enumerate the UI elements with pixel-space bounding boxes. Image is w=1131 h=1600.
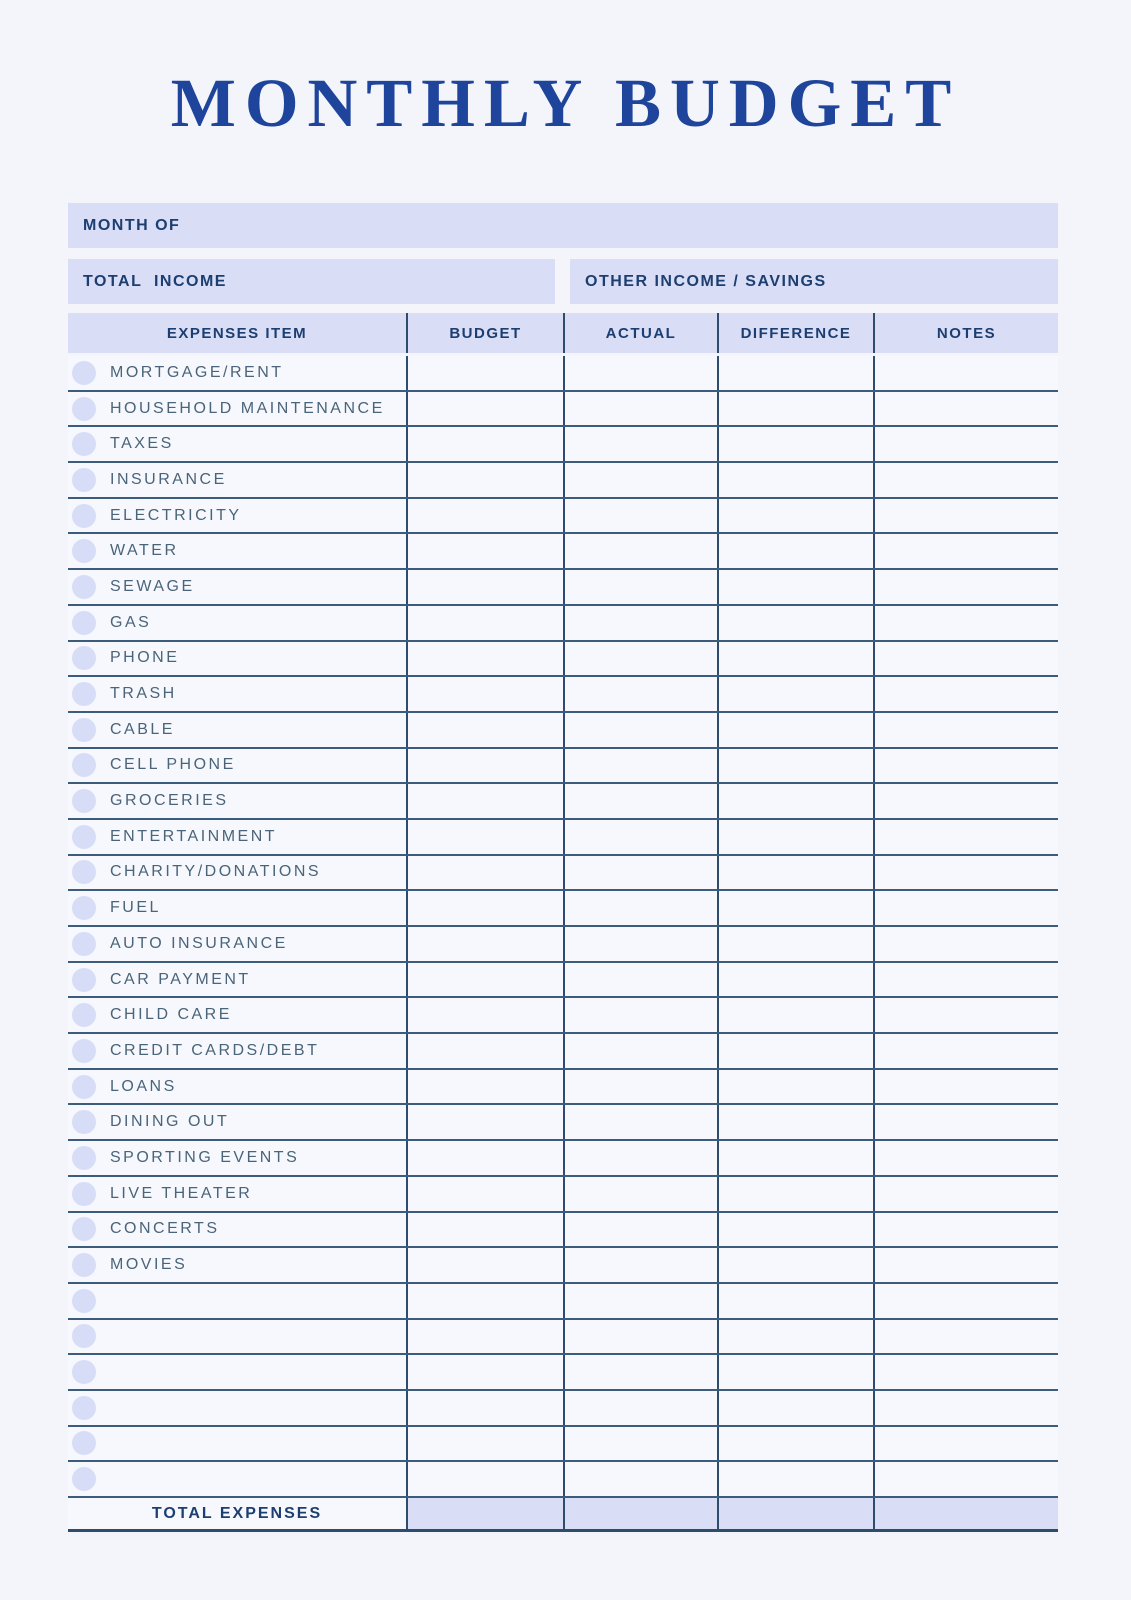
expense-item-label: DINING OUT (110, 1113, 230, 1131)
budget-cell[interactable] (408, 1141, 565, 1175)
actual-cell[interactable] (565, 927, 719, 961)
actual-cell[interactable] (565, 1284, 719, 1318)
expense-item-cell (68, 856, 408, 890)
bullet-icon (72, 575, 96, 599)
expense-item-label: MOVIES (110, 1256, 188, 1274)
bullet-icon (72, 1039, 96, 1063)
actual-cell[interactable] (565, 499, 719, 533)
difference-cell[interactable] (719, 891, 875, 925)
budget-cell[interactable] (408, 784, 565, 818)
expense-item-label: GROCERIES (110, 792, 229, 810)
budget-cell[interactable] (408, 1105, 565, 1139)
difference-cell[interactable] (719, 1284, 875, 1318)
expense-item-label: MORTGAGE/RENT (110, 363, 284, 381)
difference-cell[interactable] (719, 570, 875, 604)
notes-cell[interactable] (875, 963, 1058, 997)
bullet-icon (72, 1003, 96, 1027)
expense-item-cell (68, 677, 408, 711)
expense-item-cell (68, 820, 408, 854)
total-expenses-label: TOTAL EXPENSES (151, 1504, 323, 1522)
actual-cell[interactable] (565, 677, 719, 711)
expense-item-label: INSURANCE (110, 470, 227, 488)
difference-cell[interactable] (719, 1391, 875, 1425)
budget-cell[interactable] (408, 1391, 565, 1425)
actual-cell[interactable] (565, 1248, 719, 1282)
column-header-expenses-item: EXPENSES ITEM (68, 313, 408, 353)
notes-cell[interactable] (875, 784, 1058, 818)
notes-cell[interactable] (875, 642, 1058, 676)
table-row (68, 1355, 1058, 1391)
budget-cell[interactable] (408, 463, 565, 497)
table-row (68, 392, 1058, 428)
notes-cell[interactable] (875, 463, 1058, 497)
expense-item-label: TRASH (110, 685, 177, 703)
table-row (68, 1284, 1058, 1320)
total-income-field[interactable] (68, 259, 555, 304)
bullet-icon (72, 1075, 96, 1099)
budget-cell[interactable] (408, 927, 565, 961)
bullet-icon (72, 1324, 96, 1348)
income-section (68, 259, 1058, 304)
budget-cell[interactable] (408, 1034, 565, 1068)
expense-item-label: CABLE (110, 720, 175, 738)
table-row (68, 1391, 1058, 1427)
expense-item-cell (68, 1355, 408, 1389)
bullet-icon (72, 896, 96, 920)
actual-cell[interactable] (565, 1462, 719, 1496)
bullet-icon (72, 397, 96, 421)
budget-cell[interactable] (408, 1248, 565, 1282)
table-row (68, 606, 1058, 642)
expense-item-cell (68, 1070, 408, 1104)
expense-item-cell (68, 998, 408, 1032)
total-notes-cell[interactable] (875, 1498, 1058, 1529)
difference-cell[interactable] (719, 998, 875, 1032)
difference-cell[interactable] (719, 1105, 875, 1139)
table-row (68, 1427, 1058, 1463)
table-row (68, 1034, 1058, 1070)
expense-item-label: GAS (110, 613, 152, 631)
table-row (68, 1141, 1058, 1177)
bullet-icon (72, 1396, 96, 1420)
table-row (68, 570, 1058, 606)
expense-item-label: AUTO INSURANCE (110, 934, 288, 952)
bullet-icon (72, 682, 96, 706)
table-row (68, 499, 1058, 535)
expense-item-cell (68, 749, 408, 783)
column-header-actual: ACTUAL (565, 313, 719, 353)
expense-item-cell (68, 1213, 408, 1247)
table-row (68, 856, 1058, 892)
notes-cell[interactable] (875, 1034, 1058, 1068)
expense-item-label: ELECTRICITY (110, 506, 242, 524)
total-actual-cell[interactable] (565, 1498, 719, 1529)
actual-cell[interactable] (565, 1355, 719, 1389)
difference-cell[interactable] (719, 1213, 875, 1247)
bullet-icon (72, 718, 96, 742)
expense-item-cell (68, 606, 408, 640)
actual-cell[interactable] (565, 749, 719, 783)
difference-cell[interactable] (719, 784, 875, 818)
table-row (68, 784, 1058, 820)
expense-item-cell (68, 1427, 408, 1461)
total-expenses-label-cell (68, 1498, 408, 1529)
bullet-icon (72, 1253, 96, 1277)
table-row (68, 1105, 1058, 1141)
notes-cell[interactable] (875, 606, 1058, 640)
table-row (68, 463, 1058, 499)
expense-item-cell (68, 1034, 408, 1068)
expense-item-label: CELL PHONE (110, 756, 236, 774)
budget-cell[interactable] (408, 1355, 565, 1389)
bullet-icon (72, 932, 96, 956)
expense-item-label: WATER (110, 542, 179, 560)
difference-cell[interactable] (719, 392, 875, 426)
actual-cell[interactable] (565, 642, 719, 676)
actual-cell[interactable] (565, 392, 719, 426)
bullet-icon (72, 753, 96, 777)
bullet-icon (72, 1217, 96, 1241)
difference-cell[interactable] (719, 856, 875, 890)
column-header-budget: BUDGET (408, 313, 565, 353)
budget-cell[interactable] (408, 356, 565, 390)
budget-cell[interactable] (408, 856, 565, 890)
table-row (68, 1320, 1058, 1356)
expense-item-label: CREDIT CARDS/DEBT (110, 1041, 320, 1059)
difference-cell[interactable] (719, 606, 875, 640)
notes-cell[interactable] (875, 677, 1058, 711)
total-income-label: TOTAL INCOME (83, 272, 227, 290)
table-row (68, 749, 1058, 785)
table-row (68, 998, 1058, 1034)
table-row (68, 963, 1058, 999)
actual-cell[interactable] (565, 713, 719, 747)
difference-cell[interactable] (719, 463, 875, 497)
actual-cell[interactable] (565, 1213, 719, 1247)
bullet-icon (72, 1182, 96, 1206)
difference-cell[interactable] (719, 677, 875, 711)
month-of-label: MONTH OF (83, 216, 181, 234)
expense-item-cell (68, 463, 408, 497)
notes-cell[interactable] (875, 749, 1058, 783)
notes-cell[interactable] (875, 891, 1058, 925)
expense-item-label: CONCERTS (110, 1220, 220, 1238)
notes-cell[interactable] (875, 570, 1058, 604)
budget-cell[interactable] (408, 1177, 565, 1211)
expense-item-cell (68, 963, 408, 997)
difference-cell[interactable] (719, 927, 875, 961)
expense-item-cell (68, 1248, 408, 1282)
other-income-savings-label: OTHER INCOME / SAVINGS (585, 272, 827, 290)
difference-cell[interactable] (719, 499, 875, 533)
actual-cell[interactable] (565, 570, 719, 604)
bullet-icon (72, 968, 96, 992)
expense-item-cell (68, 392, 408, 426)
difference-cell[interactable] (719, 1177, 875, 1211)
expense-item-label: CAR PAYMENT (110, 970, 251, 988)
expense-item-label: PHONE (110, 649, 180, 667)
budget-cell[interactable] (408, 998, 565, 1032)
expense-item-label: HOUSEHOLD MAINTENANCE (110, 399, 385, 417)
expense-item-cell (68, 713, 408, 747)
expense-item-cell (68, 1320, 408, 1354)
budget-cell[interactable] (408, 570, 565, 604)
budget-cell[interactable] (408, 1427, 565, 1461)
table-body (68, 356, 1058, 1498)
expense-item-cell (68, 927, 408, 961)
notes-cell[interactable] (875, 1248, 1058, 1282)
difference-cell[interactable] (719, 1462, 875, 1496)
budget-cell[interactable] (408, 820, 565, 854)
budget-cell[interactable] (408, 963, 565, 997)
expense-item-label: FUEL (110, 899, 161, 917)
actual-cell[interactable] (565, 356, 719, 390)
notes-cell[interactable] (875, 1213, 1058, 1247)
bullet-icon (72, 611, 96, 635)
difference-cell[interactable] (719, 1355, 875, 1389)
table-row (68, 356, 1058, 392)
notes-cell[interactable] (875, 713, 1058, 747)
table-header-row (68, 313, 1058, 353)
budget-cell[interactable] (408, 1213, 565, 1247)
bullet-icon (72, 361, 96, 385)
actual-cell[interactable] (565, 1320, 719, 1354)
table-row (68, 677, 1058, 713)
notes-cell[interactable] (875, 1105, 1058, 1139)
expense-item-cell (68, 1105, 408, 1139)
budget-cell[interactable] (408, 749, 565, 783)
bullet-icon (72, 432, 96, 456)
budget-cell[interactable] (408, 1284, 565, 1318)
difference-cell[interactable] (719, 1034, 875, 1068)
table-row (68, 1462, 1058, 1498)
difference-cell[interactable] (719, 642, 875, 676)
table-row (68, 1177, 1058, 1213)
budget-cell[interactable] (408, 606, 565, 640)
expense-item-label: LIVE THEATER (110, 1184, 253, 1202)
expenses-table (68, 313, 1058, 1532)
expense-item-cell (68, 356, 408, 390)
notes-cell[interactable] (875, 1427, 1058, 1461)
notes-cell[interactable] (875, 820, 1058, 854)
bullet-icon (72, 468, 96, 492)
expense-item-label: TAXES (110, 435, 174, 453)
bullet-icon (72, 1467, 96, 1491)
expense-item-cell (68, 427, 408, 461)
budget-cell[interactable] (408, 499, 565, 533)
actual-cell[interactable] (565, 463, 719, 497)
actual-cell[interactable] (565, 1034, 719, 1068)
table-row (68, 642, 1058, 678)
table-row (68, 713, 1058, 749)
notes-cell[interactable] (875, 1320, 1058, 1354)
budget-cell[interactable] (408, 1070, 565, 1104)
difference-cell[interactable] (719, 1141, 875, 1175)
notes-cell[interactable] (875, 1355, 1058, 1389)
difference-cell[interactable] (719, 1070, 875, 1104)
expense-item-cell (68, 1462, 408, 1496)
difference-cell[interactable] (719, 713, 875, 747)
budget-cell[interactable] (408, 427, 565, 461)
difference-cell[interactable] (719, 1248, 875, 1282)
bullet-icon (72, 1110, 96, 1134)
notes-cell[interactable] (875, 1391, 1058, 1425)
expense-item-cell (68, 1141, 408, 1175)
actual-cell[interactable] (565, 784, 719, 818)
bullet-icon (72, 825, 96, 849)
actual-cell[interactable] (565, 1070, 719, 1104)
month-of-field[interactable] (68, 203, 1058, 248)
actual-cell[interactable] (565, 427, 719, 461)
bullet-icon (72, 1289, 96, 1313)
difference-cell[interactable] (719, 963, 875, 997)
notes-cell[interactable] (875, 427, 1058, 461)
actual-cell[interactable] (565, 1391, 719, 1425)
actual-cell[interactable] (565, 1141, 719, 1175)
difference-cell[interactable] (719, 356, 875, 390)
expense-item-cell (68, 642, 408, 676)
notes-cell[interactable] (875, 499, 1058, 533)
bullet-icon (72, 1360, 96, 1384)
notes-cell[interactable] (875, 1141, 1058, 1175)
total-budget-cell[interactable] (408, 1498, 565, 1529)
difference-cell[interactable] (719, 534, 875, 568)
notes-cell[interactable] (875, 392, 1058, 426)
difference-cell[interactable] (719, 1427, 875, 1461)
expense-item-label: CHARITY/DONATIONS (110, 863, 322, 881)
budget-cell[interactable] (408, 891, 565, 925)
expense-item-cell (68, 1391, 408, 1425)
notes-cell[interactable] (875, 998, 1058, 1032)
bullet-icon (72, 1146, 96, 1170)
table-row (68, 1248, 1058, 1284)
difference-cell[interactable] (719, 1320, 875, 1354)
budget-cell[interactable] (408, 677, 565, 711)
table-row (68, 891, 1058, 927)
actual-cell[interactable] (565, 963, 719, 997)
table-row (68, 820, 1058, 856)
expense-item-label: CHILD CARE (110, 1006, 232, 1024)
other-income-savings-field[interactable] (570, 259, 1058, 304)
expense-item-cell (68, 534, 408, 568)
table-row (68, 1213, 1058, 1249)
difference-cell[interactable] (719, 820, 875, 854)
actual-cell[interactable] (565, 1427, 719, 1461)
notes-cell[interactable] (875, 1070, 1058, 1104)
expense-item-cell (68, 891, 408, 925)
actual-cell[interactable] (565, 820, 719, 854)
actual-cell[interactable] (565, 534, 719, 568)
notes-cell[interactable] (875, 856, 1058, 890)
expense-item-cell (68, 1177, 408, 1211)
page-title: MONTHLY BUDGET (170, 65, 961, 141)
expense-item-label: ENTERTAINMENT (110, 827, 278, 845)
budget-cell[interactable] (408, 642, 565, 676)
bullet-icon (72, 646, 96, 670)
expense-item-cell (68, 1284, 408, 1318)
bullet-icon (72, 539, 96, 563)
actual-cell[interactable] (565, 1105, 719, 1139)
column-header-difference: DIFFERENCE (719, 313, 875, 353)
difference-cell[interactable] (719, 427, 875, 461)
actual-cell[interactable] (565, 1177, 719, 1211)
table-row (68, 534, 1058, 570)
total-expenses-row (68, 1498, 1058, 1532)
expense-item-cell (68, 570, 408, 604)
expense-item-label: SEWAGE (110, 577, 195, 595)
difference-cell[interactable] (719, 749, 875, 783)
budget-cell[interactable] (408, 713, 565, 747)
actual-cell[interactable] (565, 856, 719, 890)
notes-cell[interactable] (875, 534, 1058, 568)
budget-cell[interactable] (408, 534, 565, 568)
bullet-icon (72, 789, 96, 813)
expense-item-cell (68, 784, 408, 818)
bullet-icon (72, 1431, 96, 1455)
notes-cell[interactable] (875, 1462, 1058, 1496)
budget-cell[interactable] (408, 1320, 565, 1354)
notes-cell[interactable] (875, 1284, 1058, 1318)
total-difference-cell[interactable] (719, 1498, 875, 1529)
expense-item-label: LOANS (110, 1077, 177, 1095)
table-row (68, 927, 1058, 963)
bullet-icon (72, 504, 96, 528)
notes-cell[interactable] (875, 927, 1058, 961)
column-header-notes: NOTES (936, 324, 997, 342)
notes-cell[interactable] (875, 356, 1058, 390)
expense-item-cell (68, 499, 408, 533)
actual-cell[interactable] (565, 998, 719, 1032)
expense-item-label: SPORTING EVENTS (110, 1148, 300, 1166)
actual-cell[interactable] (565, 606, 719, 640)
notes-cell[interactable] (875, 1177, 1058, 1211)
actual-cell[interactable] (565, 891, 719, 925)
budget-cell[interactable] (408, 392, 565, 426)
budget-cell[interactable] (408, 1462, 565, 1496)
bullet-icon (72, 860, 96, 884)
table-row (68, 427, 1058, 463)
table-row (68, 1070, 1058, 1106)
